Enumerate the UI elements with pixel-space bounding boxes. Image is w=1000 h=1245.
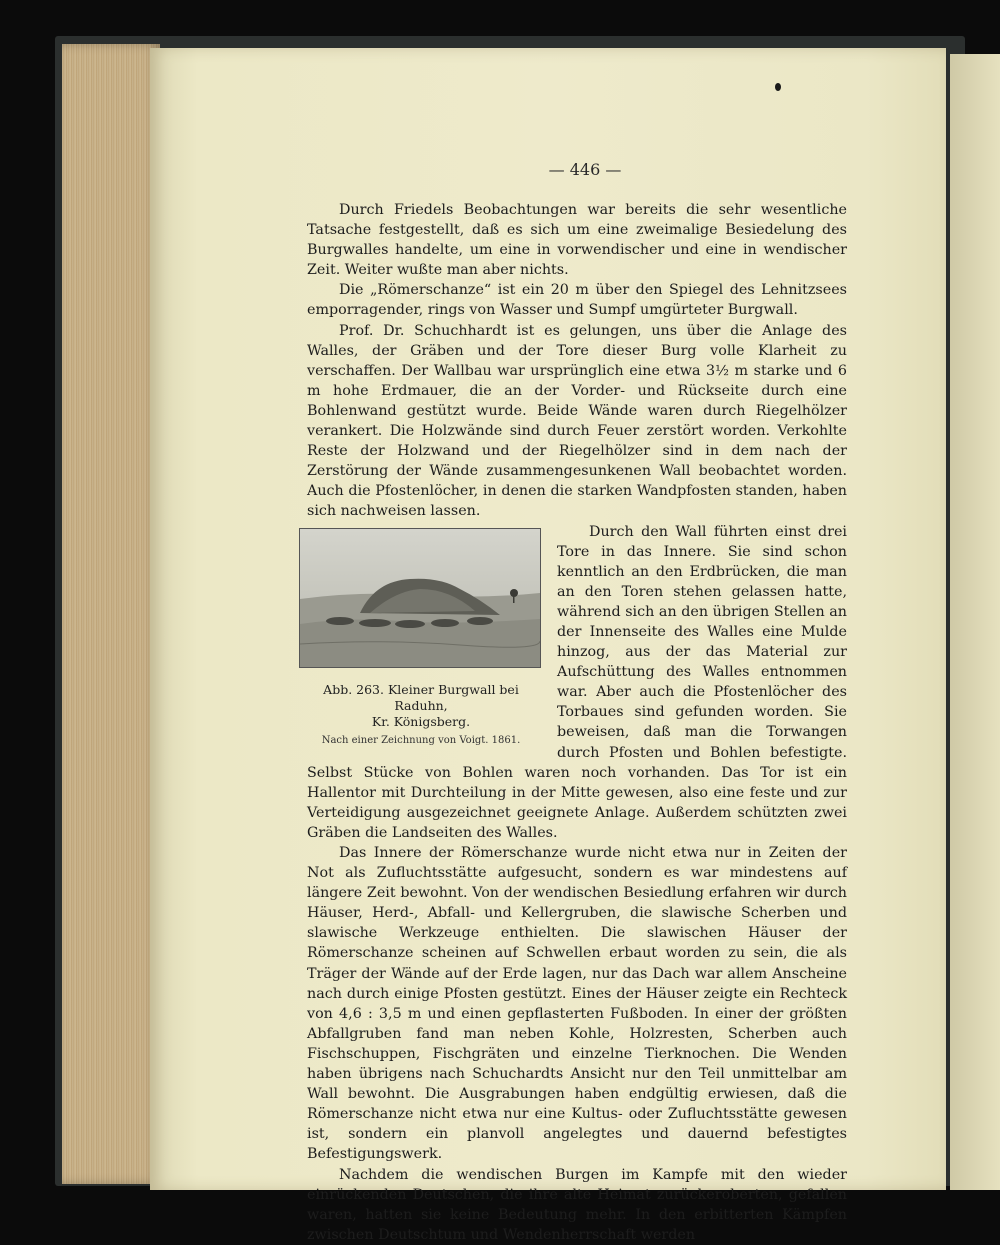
paragraph-2: Die „Römerschanze“ ist ein 20 m über den Spiegel des Lehnitzsees emporragender, rings von Wasser und Sumpf umgürteter Burgwall. (307, 282, 847, 319)
facing-page (950, 54, 1000, 1190)
paragraph-3: Prof. Dr. Schuchhardt ist es gelungen, uns über die Anlage des Walles, der Gräben und der Tore dieser Burg volle Klarheit zu verschaffen. Der Wallbau war ursprünglich eine etwa 3½ m starke und 6 m hohe Erdmauer, die an der Vorder- und Rückseite durch eine Bohlenwand gestützt wurde. Beide Wände waren durch Riegelhölzer verankert. Die Holzwände sind durch Feuer zerstört worden. Verkohlte Reste der Holzwand und der Riegelhölzer sind in dem nach der Zerstörung der Wände zusammengesunkenen Wall beobachtet worden. Auch die Pfostenlöcher, in denen die starken Wandpfosten standen, haben sich nachweisen lassen. (307, 322, 847, 520)
body-text (307, 200, 847, 1245)
caption-line-2: Kr. Königsberg. (371, 713, 471, 729)
figure-burgwall (299, 528, 543, 748)
ink-spot (775, 83, 781, 91)
page-edges (62, 44, 160, 1184)
paragraph-1: Durch Friedels Beobachtungen war bereits die sehr wesentliche Tatsache festgestellt, daß es sich um eine zweimalige Besiedelung des Burgwalles handelte, um eine in vorwendischer und eine in wendischer Zeit. Weiter wußte man aber nichts. (307, 202, 847, 279)
page-number: — 446 — (548, 160, 622, 179)
figure-caption (299, 682, 543, 730)
paragraph-5: Das Innere der Römerschanze wurde nicht etwa nur in Zeiten der Not als Zufluchtsstätte aufgesucht, sondern es war mindestens auf längere Zeit bewohnt. Von der wendischen Besiedlung erfahren wir durch Häuser, Herd-, Abfall- und Kellergruben, die slawische Scherben und slawische Werkzeuge enthielten. Die slawischen Häuser der Römerschanze scheinen auf Schwellen erbaut worden zu sein, die als Träger der Wände auf der Erde lagen, nur das Dach war allem Anscheine nach durch einige Pfosten gestützt. Eines der Häuser zeigte ein Rechteck von 4,6 : 3,5 m und einen gepflasterten Fußboden. In einer der größten Abfallgruben fand man neben Kohle, Holzresten, Scherben auch Fischschuppen, Fischgräten und einzelne Tierknochen. Die Wenden haben übrigens nach Schuchardts Ansicht nur den Teil unmittelbar am Wall bewohnt. Die Ausgrabungen haben endgültig erwiesen, daß die Römerschanze nicht etwa nur eine Kultus- oder Zufluchtsstätte gewesen ist, sondern ein planvoll angelegtes und dauernd befestigtes Befestigungswerk. (307, 845, 847, 1163)
caption-line-1: Abb. 263. Kleiner Burgwall bei Raduhn, (323, 681, 519, 713)
burgwall-drawing (299, 528, 541, 668)
figure-source: Nach einer Zeichnung von Voigt. 1861. (321, 734, 521, 746)
paragraph-6: Nachdem die wendischen Burgen im Kampfe mit den wieder einrückenden Deutschen, die ihre alte Heimat zurückeroberten, gefallen waren, hatten sie keine Bedeutung mehr. In den erbitterten Kämpfen zwischen Deutschtum und Wendenherrschaft werden (307, 1166, 847, 1243)
paragraph-4: Durch den Wall führten einst drei Tore in das Innere. Sie sind schon kenntlich an den Erdbrücken, die man an den Toren stehen gelassen hatte, während sich an den übrigen Stellen an der Innenseite des Walles eine Mulde hinzog, aus der das Material zur Aufschüttung des Walles entnommen war. Aber auch die Pfostenlöcher des Torbaues sind gefunden worden. Sie beweisen, daß man die Torwangen durch Pfosten und Bohlen befestigte. Selbst Stücke von Bohlen waren noch vorhanden. Das Tor ist ein Hallentor mit Durchteilung in der Mitte gewesen, also eine feste und zur Verteidigung ausgezeichnet geeignete Anlage. Außerdem schützten zwei Gräben die Landseiten des Walles. (307, 523, 847, 841)
